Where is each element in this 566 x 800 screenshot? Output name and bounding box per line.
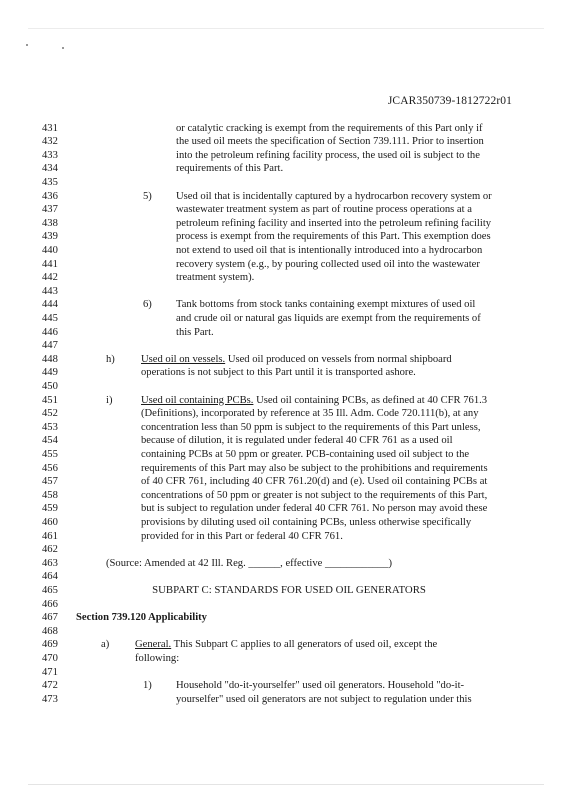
paragraph-heading: Used oil containing PCBs. <box>141 394 254 406</box>
line-number: 469 <box>42 639 58 651</box>
document-line <box>42 203 512 216</box>
section-heading: Section 739.120 Applicability <box>76 612 207 624</box>
document-line <box>42 530 512 543</box>
line-number: 432 <box>42 136 58 148</box>
line-text <box>141 462 488 475</box>
line-number: 459 <box>42 503 58 515</box>
line-body-text: wastewater treatment system as part of routine process operations at a <box>176 204 472 216</box>
document-line <box>42 394 512 407</box>
line-number: 442 <box>42 272 58 284</box>
line-text <box>176 149 480 162</box>
line-number: 454 <box>42 435 58 447</box>
line-text <box>176 203 472 216</box>
line-number: 453 <box>42 421 58 433</box>
line-body-text: Used oil containing PCBs, as defined at 40 CFR 761.3 <box>256 394 488 406</box>
document-line <box>42 598 512 611</box>
document-line <box>42 326 512 339</box>
line-number: 434 <box>42 163 58 175</box>
document-line <box>42 162 512 175</box>
line-text <box>141 366 416 379</box>
line-number: 463 <box>42 557 58 569</box>
item-label: 1) <box>143 680 152 692</box>
line-number: 445 <box>42 312 58 324</box>
line-text <box>176 298 475 311</box>
item-label: 5) <box>143 190 152 202</box>
paragraph-heading: Used oil on vessels. <box>141 353 226 365</box>
document-line <box>42 570 512 583</box>
top-divider <box>28 28 544 29</box>
line-body-text: Used oil that is incidentally captured by a hydrocarbon recovery system or <box>176 190 492 202</box>
line-number: 452 <box>42 408 58 420</box>
line-number: 450 <box>42 380 58 392</box>
line-number: 435 <box>42 176 58 188</box>
line-text <box>176 271 254 284</box>
line-number: 470 <box>42 652 58 664</box>
line-text <box>176 230 491 243</box>
line-number: 466 <box>42 598 58 610</box>
document-line <box>42 353 512 366</box>
line-number: 458 <box>42 489 58 501</box>
document-line <box>42 122 512 135</box>
item-label: 6) <box>143 299 152 311</box>
line-body-text: Household "do-it-yourselfer" used oil generators. Household "do-it- <box>176 680 465 692</box>
line-number: 461 <box>42 530 58 542</box>
line-body-text: (Definitions), incorporated by reference at 35 Ill. Adm. Code 720.111(b), at any <box>141 408 479 420</box>
document-line <box>42 448 512 461</box>
line-text <box>176 326 214 339</box>
line-number: 464 <box>42 571 58 583</box>
line-text <box>135 638 437 651</box>
line-number: 446 <box>42 326 58 338</box>
document-line <box>42 557 512 570</box>
bottom-divider <box>28 784 544 785</box>
document-line <box>42 516 512 529</box>
document-line <box>42 407 512 420</box>
document-line <box>42 190 512 203</box>
item-label: h) <box>106 353 115 365</box>
line-text <box>176 693 472 706</box>
line-body-text: This Subpart C applies to all generators of used oil, except the <box>173 639 438 651</box>
line-number: 439 <box>42 231 58 243</box>
line-body-text: into the petroleum refining facility process, the used oil is subject to the <box>176 149 480 161</box>
line-number: 440 <box>42 244 58 256</box>
line-body-text: concentration less than 50 ppm is subject to the requirements of this Part unless, <box>141 421 481 433</box>
line-text <box>176 312 481 325</box>
line-body-text: recovery system (e.g., by pouring collected used oil into the wastewater <box>176 258 480 270</box>
document-line <box>42 611 512 624</box>
line-body-text: Tank bottoms from stock tanks containing exempt mixtures of used oil <box>176 299 476 311</box>
line-number: 455 <box>42 448 58 460</box>
line-body-text: not extend to used oil that is intentionally introduced into a hydrocarbon <box>176 244 483 256</box>
document-line <box>42 135 512 148</box>
line-number: 443 <box>42 285 58 297</box>
line-number: 448 <box>42 353 58 365</box>
line-text <box>176 162 283 175</box>
line-number: 465 <box>42 584 58 596</box>
line-number: 431 <box>42 122 58 134</box>
line-text <box>141 394 487 407</box>
line-body-text: process is exempt from the requirements of this Part. This exemption does <box>176 231 491 243</box>
document-line <box>42 434 512 447</box>
paragraph-heading: General. <box>135 639 172 651</box>
line-body-text: containing PCBs at 50 ppm or greater. PCB-containing used oil subject to the <box>141 448 470 460</box>
document-line <box>42 679 512 692</box>
line-number: 444 <box>42 299 58 311</box>
line-text <box>141 475 487 488</box>
line-number: 468 <box>42 625 58 637</box>
line-number: 433 <box>42 149 58 161</box>
document-line <box>42 230 512 243</box>
line-text <box>141 489 487 502</box>
line-number: 471 <box>42 666 58 678</box>
line-text <box>176 244 482 257</box>
document-line <box>42 271 512 284</box>
document-line <box>42 462 512 475</box>
line-text <box>141 448 469 461</box>
line-number: 457 <box>42 476 58 488</box>
line-body-text: requirements of this Part may also be subject to the prohibitions and requirements <box>141 462 488 474</box>
document-line <box>42 475 512 488</box>
line-text <box>135 652 179 665</box>
line-body-text: yourselfer" used oil generators are not subject to regulation under this <box>176 693 472 705</box>
item-label: a) <box>101 639 110 651</box>
line-number: 456 <box>42 462 58 474</box>
line-body-text: operations is not subject to this Part until it is transported ashore. <box>141 367 416 379</box>
line-body-text: Used oil produced on vessels from normal shipboard <box>227 353 452 365</box>
document-line <box>42 652 512 665</box>
line-text <box>106 557 392 570</box>
document-line <box>42 584 512 597</box>
line-text <box>141 530 343 543</box>
document-line <box>42 298 512 311</box>
line-body-text: the used oil meets the specification of Section 739.111. Prior to insertion <box>176 136 484 148</box>
line-text <box>176 135 484 148</box>
document-line <box>42 380 512 393</box>
line-number: 451 <box>42 394 58 406</box>
line-text <box>141 516 471 529</box>
line-body-text: (Source: Amended at 42 Ill. Reg. ______, effective ____________) <box>106 557 393 569</box>
document-line <box>42 693 512 706</box>
scan-speck <box>26 44 28 46</box>
line-body-text: because of dilution, it is regulated under federal 40 CFR 761 as a used oil <box>141 435 453 447</box>
document-line <box>42 502 512 515</box>
line-text <box>176 190 492 203</box>
document-line <box>42 285 512 298</box>
document-line <box>42 625 512 638</box>
line-body-text: this Part. <box>176 326 214 338</box>
line-text <box>141 421 481 434</box>
subpart-heading: SUBPART C: STANDARDS FOR USED OIL GENERATORS <box>152 583 426 596</box>
line-number: 449 <box>42 367 58 379</box>
line-body-text: requirements of this Part. <box>176 163 284 175</box>
line-number: 437 <box>42 204 58 216</box>
line-body-text: but is subject to regulation under federal 40 CFR 761. No person may avoid these <box>141 503 488 515</box>
line-number: 441 <box>42 258 58 270</box>
document-line <box>42 421 512 434</box>
item-label: i) <box>106 394 113 406</box>
line-text <box>141 407 479 420</box>
document-line <box>42 339 512 352</box>
line-number: 436 <box>42 190 58 202</box>
line-body-text: following: <box>135 652 180 664</box>
line-number: 473 <box>42 693 58 705</box>
document-line <box>42 149 512 162</box>
document-line <box>42 217 512 230</box>
line-text <box>176 217 491 230</box>
line-body-text: petroleum refining facility and inserted into the petroleum refining facility <box>176 217 492 229</box>
line-number: 472 <box>42 680 58 692</box>
document-line <box>42 366 512 379</box>
document-line <box>42 258 512 271</box>
document-line <box>42 244 512 257</box>
line-number: 460 <box>42 516 58 528</box>
line-number: 467 <box>42 612 58 624</box>
line-text <box>141 353 452 366</box>
line-body-text: provisions by diluting used oil containing PCBs, unless otherwise specifically <box>141 516 472 528</box>
line-text <box>141 502 487 515</box>
line-number: 462 <box>42 544 58 556</box>
line-number: 438 <box>42 217 58 229</box>
document-line <box>42 543 512 556</box>
line-text <box>176 679 464 692</box>
line-body-text: or catalytic cracking is exempt from the requirements of this Part only if <box>176 122 483 134</box>
document-header-id: JCAR350739-1812722r01 <box>387 95 512 107</box>
line-body-text: provided for in this Part or federal 40 CFR 761. <box>141 530 343 542</box>
line-body-text: treatment system). <box>176 272 255 284</box>
document-line <box>42 666 512 679</box>
line-text <box>176 122 483 135</box>
document-line <box>42 489 512 502</box>
line-body-text: and crude oil or natural gas liquids are exempt from the requirements of <box>176 312 481 324</box>
line-body-text: of 40 CFR 761, including 40 CFR 761.20(d) and (e). Used oil containing PCBs at <box>141 476 488 488</box>
document-line <box>42 176 512 189</box>
scan-speck <box>62 47 64 49</box>
document-line <box>42 312 512 325</box>
line-text <box>176 258 480 271</box>
line-body-text: concentrations of 50 ppm or greater is not subject to the requirements of this Part, <box>141 489 488 501</box>
line-text <box>141 434 453 447</box>
line-number: 447 <box>42 340 58 352</box>
document-line <box>42 638 512 651</box>
